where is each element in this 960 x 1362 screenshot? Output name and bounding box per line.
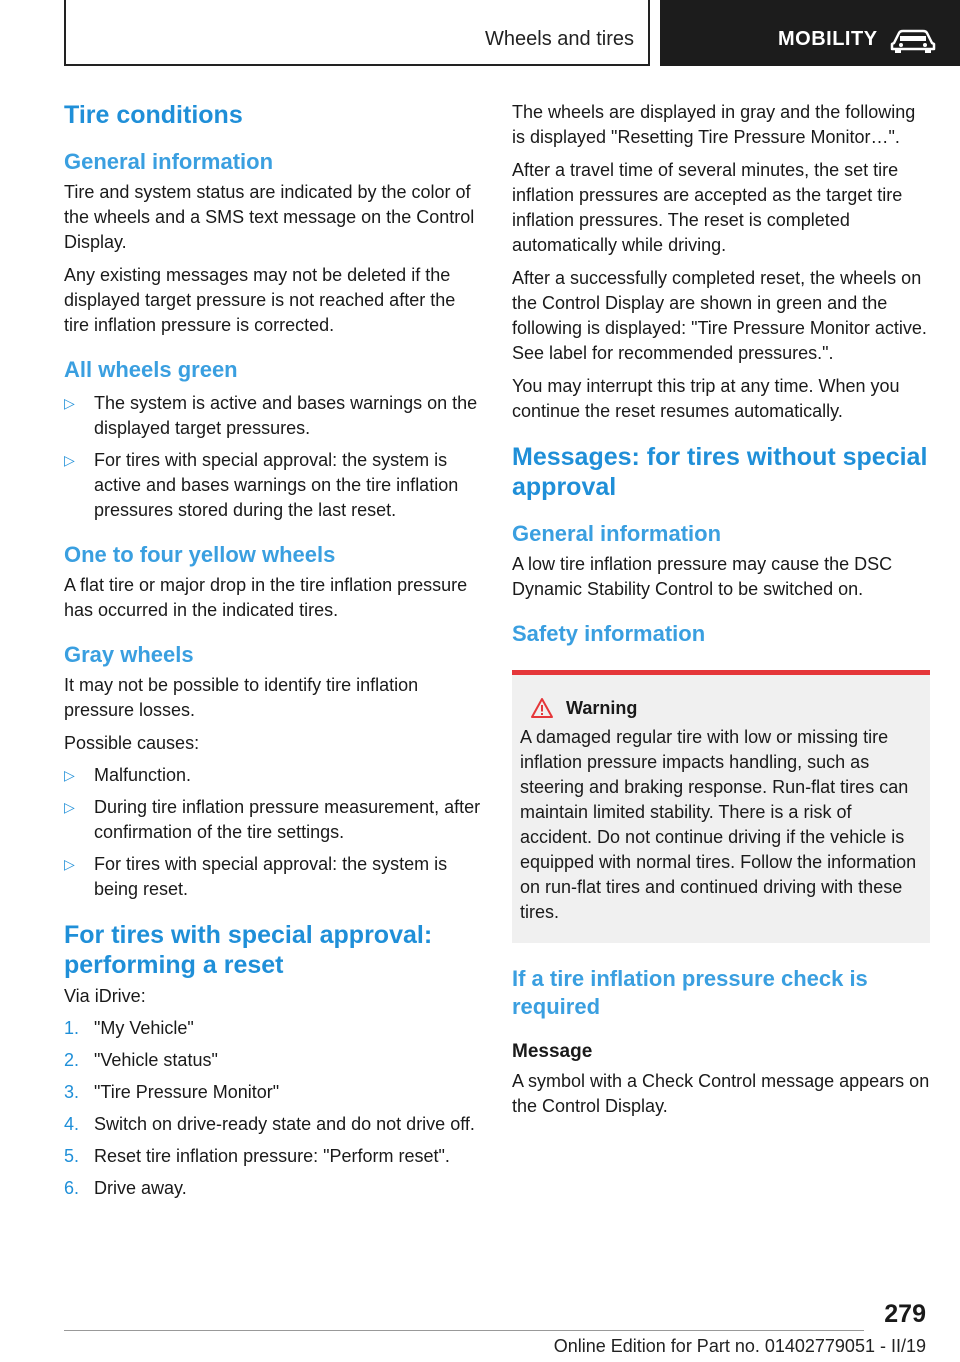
triangle-bullet-icon: ▷ — [64, 452, 75, 468]
header-chapter-box — [660, 0, 960, 66]
header-section-title: Wheels and tires — [485, 28, 634, 50]
reset-heading: For tires with special approval: performing a reset — [64, 921, 433, 979]
causes-list — [64, 763, 482, 902]
list-item: ▷ The system is active and bases warnings on the displayed target pressures. — [64, 393, 478, 438]
header-section-box — [64, 0, 650, 66]
general-info-paragraph-2: Any existing messages may not be deleted if the displayed target pressure is not reached after the tire inflation pressure is corrected. — [64, 265, 456, 335]
step-item: 5. Reset tire inflation pressure: "Perform reset". — [64, 1146, 450, 1166]
triangle-bullet-icon: ▷ — [64, 856, 75, 872]
edition-text: Online Edition for Part no. 01402779051 - II/19 — [553, 1336, 926, 1356]
yellow-wheels-paragraph: A flat tire or major drop in the tire inflation pressure has occurred in the indicated tires. — [64, 575, 468, 620]
message-paragraph: A symbol with a Check Control message appears on the Control Display. — [512, 1071, 930, 1116]
car-icon — [890, 29, 936, 53]
warning-title: Warning — [566, 697, 638, 718]
general-info-heading-right: General information — [512, 521, 722, 546]
left-column — [64, 100, 482, 1201]
yellow-wheels-heading: One to four yellow wheels — [64, 542, 336, 567]
completed-reset-paragraph: After a successfully completed reset, the wheels on the Control Display are shown in green and the following is displayed: "Tire Pressure Monitor active. See label for recommended pressures.". — [512, 268, 927, 363]
reset-steps-list — [64, 1016, 482, 1201]
warning-text: A damaged regular tire with low or missing tire inflation pressure impacts handling, such as steering and braking response. Run-flat tires can maintain limited stability. There is a risk of accident. Do not continue driving if the vehicle is equipped with normal tires. Follow the information on run-flat tires and continued driving with these tires. — [520, 727, 917, 922]
travel-time-paragraph: After a travel time of several minutes, the set tire inflation pressures are accepted as the target tire inflation pressures. The reset is completed automatically while driving. — [512, 160, 903, 255]
step-item: 3. "Tire Pressure Monitor" — [64, 1082, 280, 1102]
page-header — [64, 0, 960, 66]
general-info-paragraph-right: A low tire inflation pressure may cause the DSC Dynamic Stability Control to be switched on. — [512, 554, 893, 599]
list-item: ▷ During tire inflation pressure measurement, after confirmation of the tire settings. — [64, 797, 481, 842]
messages-heading: Messages: for tires without special approval — [512, 443, 928, 501]
gray-wheels-paragraph: It may not be possible to identify tire inflation pressure losses. — [64, 675, 419, 720]
general-info-heading: General information — [64, 149, 274, 174]
list-item: ▷ For tires with special approval: the system is being reset. — [64, 854, 448, 899]
triangle-bullet-icon: ▷ — [64, 799, 75, 815]
step-item: 1. "My Vehicle" — [64, 1018, 194, 1038]
warning-triangle-icon — [530, 697, 554, 719]
header-chapter-title: MOBILITY — [778, 28, 878, 50]
all-wheels-green-heading: All wheels green — [64, 357, 238, 382]
green-list — [64, 391, 482, 523]
check-required-heading: If a tire inflation pressure check is required — [512, 966, 868, 1019]
step-item: 4. Switch on drive-ready state and do not drive off. — [64, 1114, 475, 1134]
tire-conditions-title: Tire conditions — [64, 101, 243, 129]
right-column — [512, 100, 930, 1119]
list-item: ▷ For tires with special approval: the system is active and bases warnings on the tire inflation pressures stored during the last reset. — [64, 450, 459, 520]
reset-intro: Via iDrive: — [64, 986, 146, 1006]
list-item: ▷ Malfunction. — [64, 763, 482, 788]
possible-causes-label: Possible causes: — [64, 733, 200, 753]
interrupt-paragraph: You may interrupt this trip at any time. When you continue the reset resumes automatically. — [512, 376, 900, 421]
gray-wheels-heading: Gray wheels — [64, 642, 194, 667]
reset-display-paragraph: The wheels are displayed in gray and the following is displayed "Resetting Tire Pressure Monitor…". — [512, 102, 916, 147]
step-item: 2. "Vehicle status" — [64, 1050, 218, 1070]
triangle-bullet-icon: ▷ — [64, 767, 75, 783]
general-info-paragraph-1: Tire and system status are indicated by the color of the wheels and a SMS text message on the Control Display. — [64, 182, 475, 252]
warning-header — [520, 697, 922, 719]
step-item: 6. Drive away. — [64, 1178, 187, 1198]
page-number: 279 — [884, 1300, 926, 1328]
warning-box — [512, 670, 930, 943]
footer-divider — [64, 1330, 864, 1331]
triangle-bullet-icon: ▷ — [64, 395, 75, 411]
safety-info-heading: Safety information — [512, 621, 706, 646]
message-label: Message — [512, 1041, 593, 1062]
